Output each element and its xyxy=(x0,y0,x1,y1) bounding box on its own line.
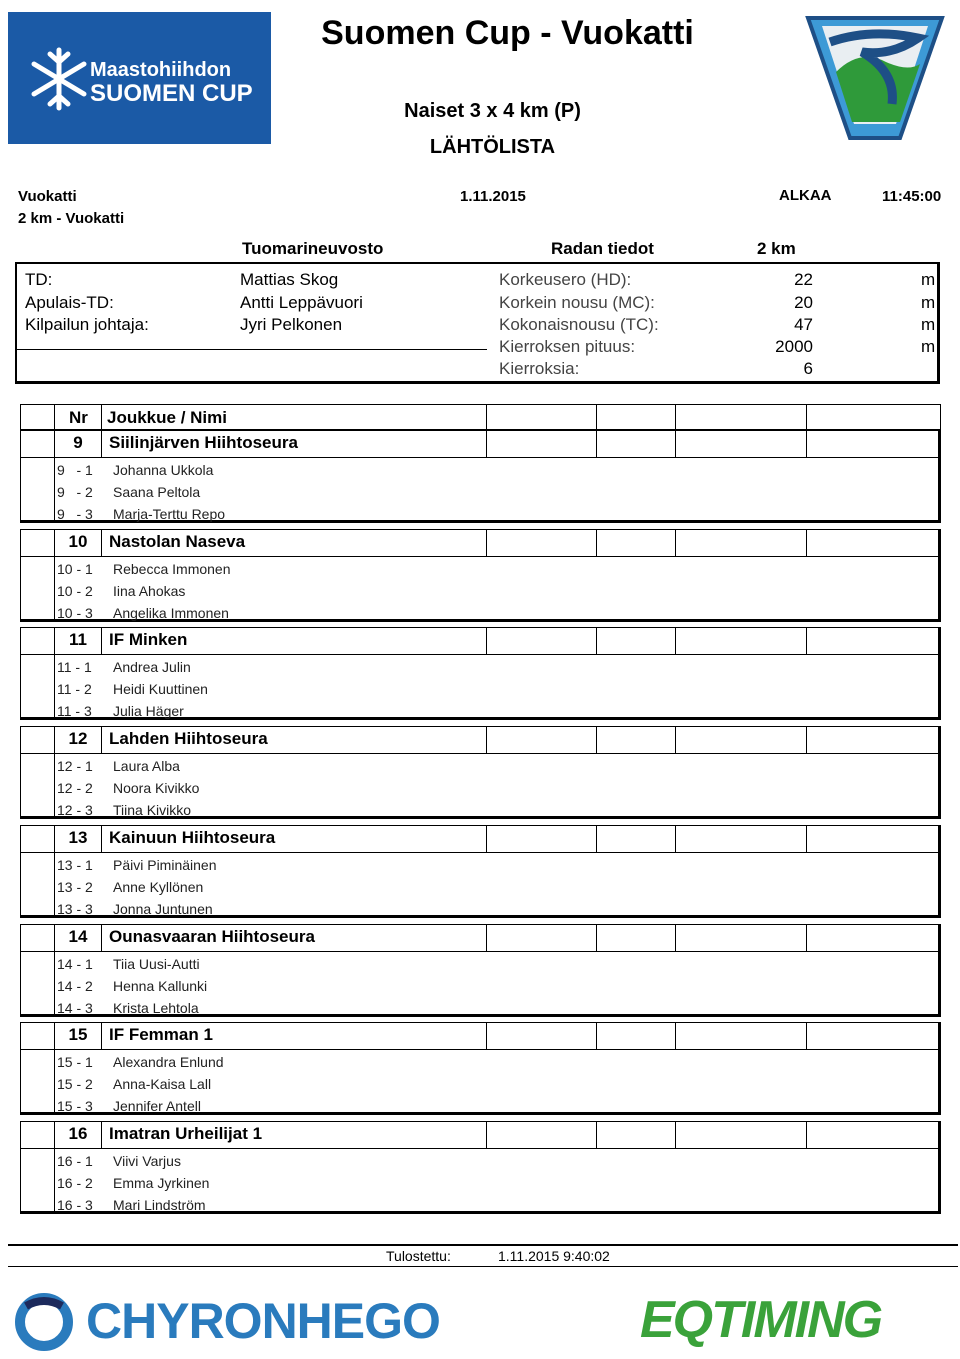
eqtiming-logo xyxy=(640,1290,940,1350)
officials-box xyxy=(15,262,940,384)
jury-header: Tuomarineuvosto xyxy=(242,239,384,258)
divider xyxy=(596,431,597,457)
course-info-label: Korkein nousu (MC): xyxy=(499,293,655,312)
bib-number: 11 - 3 xyxy=(57,703,92,720)
bib-number: 15 - 2 xyxy=(57,1076,93,1093)
course-info-label: Kierroksia: xyxy=(499,359,580,378)
bib-number: 16 - 3 xyxy=(57,1196,93,1213)
logo-line-2: SUOMEN CUP xyxy=(90,80,253,107)
divider xyxy=(596,727,597,753)
divider xyxy=(486,1122,487,1148)
skier-name: Andrea Julin xyxy=(113,659,191,676)
skier-name: Jennifer Antell xyxy=(113,1098,201,1115)
divider xyxy=(486,628,487,654)
divider xyxy=(101,628,102,654)
official-role: Kilpailun johtaja: xyxy=(25,315,149,334)
skier-name: Tiina Kivikko xyxy=(113,802,192,819)
divider xyxy=(54,405,55,431)
bib-number: 14 - 3 xyxy=(57,999,93,1016)
eqtiming-wordmark: EQTIMING xyxy=(640,1291,882,1349)
course-info-header: Radan tiedot xyxy=(551,239,654,258)
team-number: 13 xyxy=(68,827,88,847)
snowflake-icon xyxy=(30,46,88,112)
printed-label: Tulostettu: xyxy=(386,1248,451,1264)
team-number: 15 xyxy=(68,1025,88,1045)
divider xyxy=(675,405,676,431)
divider xyxy=(675,628,676,654)
team-name: Imatran Urheilijat 1 xyxy=(109,1123,263,1143)
skier-name: Anne Kyllönen xyxy=(113,878,204,895)
venue: Vuokatti xyxy=(18,188,77,205)
column-team: Joukkue / Nimi xyxy=(107,408,227,427)
divider xyxy=(17,349,487,350)
bib-number: 16 - 1 xyxy=(57,1152,93,1169)
team-name: Nastolan Naseva xyxy=(109,531,246,551)
team-block xyxy=(20,430,941,523)
team-block xyxy=(20,529,941,622)
bib-number: 11 - 1 xyxy=(57,659,92,676)
divider xyxy=(596,530,597,556)
team-number: 11 xyxy=(69,630,87,650)
course-info-label: Kierroksen pituus: xyxy=(499,337,636,356)
team-number: 12 xyxy=(68,729,88,749)
course-info-value: 2000 xyxy=(775,337,813,356)
divider xyxy=(596,925,597,951)
skier-name: Iina Ahokas xyxy=(113,582,186,599)
divider xyxy=(806,826,807,852)
team-name: Ounasvaaran Hiihtoseura xyxy=(109,926,315,946)
bib-number: 13 - 3 xyxy=(57,900,93,917)
official-role: TD: xyxy=(25,270,53,289)
course-name: 2 km - Vuokatti xyxy=(18,210,125,227)
bib-number: 12 - 3 xyxy=(57,802,93,819)
team-number: 16 xyxy=(68,1123,88,1143)
team-row xyxy=(21,1023,938,1050)
official-name: Mattias Skog xyxy=(240,270,339,289)
bib-number: 9 - 2 xyxy=(57,484,93,500)
course-info-label: Korkeusero (HD): xyxy=(499,270,632,289)
team-number: 10 xyxy=(68,531,88,551)
divider xyxy=(806,1023,807,1049)
page-title: Suomen Cup - Vuokatti xyxy=(321,14,694,52)
bib-number: 12 - 1 xyxy=(57,758,93,775)
divider xyxy=(806,628,807,654)
divider xyxy=(486,530,487,556)
divider xyxy=(806,925,807,951)
course-info-value: 20 xyxy=(794,293,813,312)
bib-number: 14 - 2 xyxy=(57,977,93,994)
team-name: Kainuun Hiihtoseura xyxy=(109,827,276,847)
team-name: IF Femman 1 xyxy=(109,1025,213,1045)
course-info-unit: m xyxy=(921,315,936,334)
divider xyxy=(806,1122,807,1148)
divider xyxy=(806,530,807,556)
divider xyxy=(675,727,676,753)
skier-name: Laura Alba xyxy=(113,758,180,775)
divider xyxy=(806,727,807,753)
skier-name: Saana Peltola xyxy=(113,484,201,500)
skier-name: Heidi Kuuttinen xyxy=(113,681,208,698)
chyron-swirl-icon xyxy=(12,1292,76,1352)
document-type: LÄHTÖLISTA xyxy=(429,136,556,158)
bib-number: 13 - 2 xyxy=(57,878,93,895)
skier-name: Anna-Kaisa Lall xyxy=(113,1076,212,1093)
divider xyxy=(806,405,807,431)
team-row xyxy=(21,530,938,557)
team-block xyxy=(20,825,941,918)
suomen-cup-logo xyxy=(8,12,271,144)
logo-line-1: Maastohiihdon xyxy=(90,59,232,81)
skier-name: Rebecca Immonen xyxy=(113,560,231,577)
divider xyxy=(486,826,487,852)
skier-name: Mari Lindström xyxy=(113,1196,206,1213)
divider xyxy=(596,1122,597,1148)
race-name: Naiset 3 x 4 km (P) xyxy=(404,100,581,122)
course-info-unit: m xyxy=(921,337,936,356)
team-name: Lahden Hiihtoseura xyxy=(109,729,268,749)
bib-number: 13 - 1 xyxy=(57,856,93,873)
divider xyxy=(675,826,676,852)
skier-name: Johanna Ukkola xyxy=(113,462,214,478)
team-block xyxy=(20,1022,941,1115)
bib-number: 12 - 2 xyxy=(57,780,93,797)
skier-name: Jonna Juntunen xyxy=(113,900,213,917)
footer-rule xyxy=(8,1244,958,1246)
bib-number: 15 - 3 xyxy=(57,1098,93,1115)
skier-name: Noora Kivikko xyxy=(113,780,200,797)
bib-number: 14 - 1 xyxy=(57,955,93,972)
divider xyxy=(101,530,102,556)
divider xyxy=(101,925,102,951)
divider xyxy=(596,405,597,431)
skier-name: Angelika Immonen xyxy=(113,604,229,621)
divider xyxy=(101,826,102,852)
divider xyxy=(101,1122,102,1148)
official-role: Apulais-TD: xyxy=(25,293,114,312)
divider xyxy=(806,431,807,457)
column-nr: Nr xyxy=(69,408,88,427)
course-info-value: 22 xyxy=(794,270,813,289)
printed-timestamp: 1.11.2015 9:40:02 xyxy=(498,1248,610,1264)
bib-number: 11 - 2 xyxy=(57,681,92,698)
team-row xyxy=(21,431,938,458)
team-row xyxy=(21,1122,938,1149)
skier-name: Marja-Terttu Repo xyxy=(113,506,226,522)
official-name: Jyri Pelkonen xyxy=(240,315,343,334)
skier-name: Tiia Uusi-Autti xyxy=(113,955,200,972)
team-number: 14 xyxy=(68,926,88,946)
course-info-unit: m xyxy=(921,293,936,312)
divider xyxy=(596,628,597,654)
team-block xyxy=(20,627,941,720)
skier-name: Krista Lehtola xyxy=(113,999,199,1016)
divider xyxy=(675,431,676,457)
ski-association-logo xyxy=(800,12,950,144)
skier-name: Emma Jyrkinen xyxy=(113,1174,210,1191)
skier-name: Viivi Varjus xyxy=(113,1152,181,1169)
skier-name: Henna Kallunki xyxy=(113,977,208,994)
bib-number: 10 - 2 xyxy=(57,582,93,599)
divider xyxy=(486,727,487,753)
course-info-label: Kokonaisnousu (TC): xyxy=(499,315,659,334)
official-name: Antti Leppävuori xyxy=(240,293,363,312)
divider xyxy=(675,1023,676,1049)
course-info-value: 6 xyxy=(803,359,813,378)
skier-name: Alexandra Enlund xyxy=(113,1054,224,1071)
team-row xyxy=(21,628,938,655)
divider xyxy=(101,405,102,431)
divider xyxy=(101,1023,102,1049)
bib-number: 10 - 1 xyxy=(57,560,93,577)
divider xyxy=(675,530,676,556)
team-row xyxy=(21,925,938,952)
team-name: IF Minken xyxy=(109,630,188,650)
divider xyxy=(101,727,102,753)
chyronhego-logo xyxy=(12,1290,452,1350)
bib-number: 9 - 1 xyxy=(57,462,93,478)
divider xyxy=(486,925,487,951)
divider xyxy=(675,1122,676,1148)
team-row xyxy=(21,727,938,754)
footer-rule xyxy=(8,1266,958,1267)
divider xyxy=(486,431,487,457)
chyronhego-wordmark: CHYRONHEGO xyxy=(86,1293,440,1349)
divider xyxy=(486,1023,487,1049)
course-length-header: 2 km xyxy=(757,239,796,258)
team-name: Siilinjärven Hiihtoseura xyxy=(109,433,298,452)
divider xyxy=(675,925,676,951)
skier-name: Päivi Piminäinen xyxy=(113,856,217,873)
divider xyxy=(101,431,102,457)
start-list-header xyxy=(20,404,941,430)
course-info-value: 47 xyxy=(794,315,813,334)
bib-number: 16 - 2 xyxy=(57,1174,93,1191)
divider xyxy=(596,826,597,852)
team-block xyxy=(20,726,941,819)
team-row xyxy=(21,826,938,853)
team-block xyxy=(20,924,941,1017)
skier-name: Julia Häger xyxy=(113,703,184,720)
divider xyxy=(486,405,487,431)
bib-number: 10 - 3 xyxy=(57,604,93,621)
start-time: 11:45:00 xyxy=(882,188,942,205)
race-date: 1.11.2015 xyxy=(460,188,526,205)
bib-number: 9 - 3 xyxy=(57,506,93,522)
team-number: 9 xyxy=(73,433,83,452)
divider xyxy=(596,1023,597,1049)
start-label: ALKAA xyxy=(779,187,832,204)
team-block xyxy=(20,1121,941,1214)
bib-number: 15 - 1 xyxy=(57,1054,93,1071)
course-info-unit: m xyxy=(921,270,936,289)
